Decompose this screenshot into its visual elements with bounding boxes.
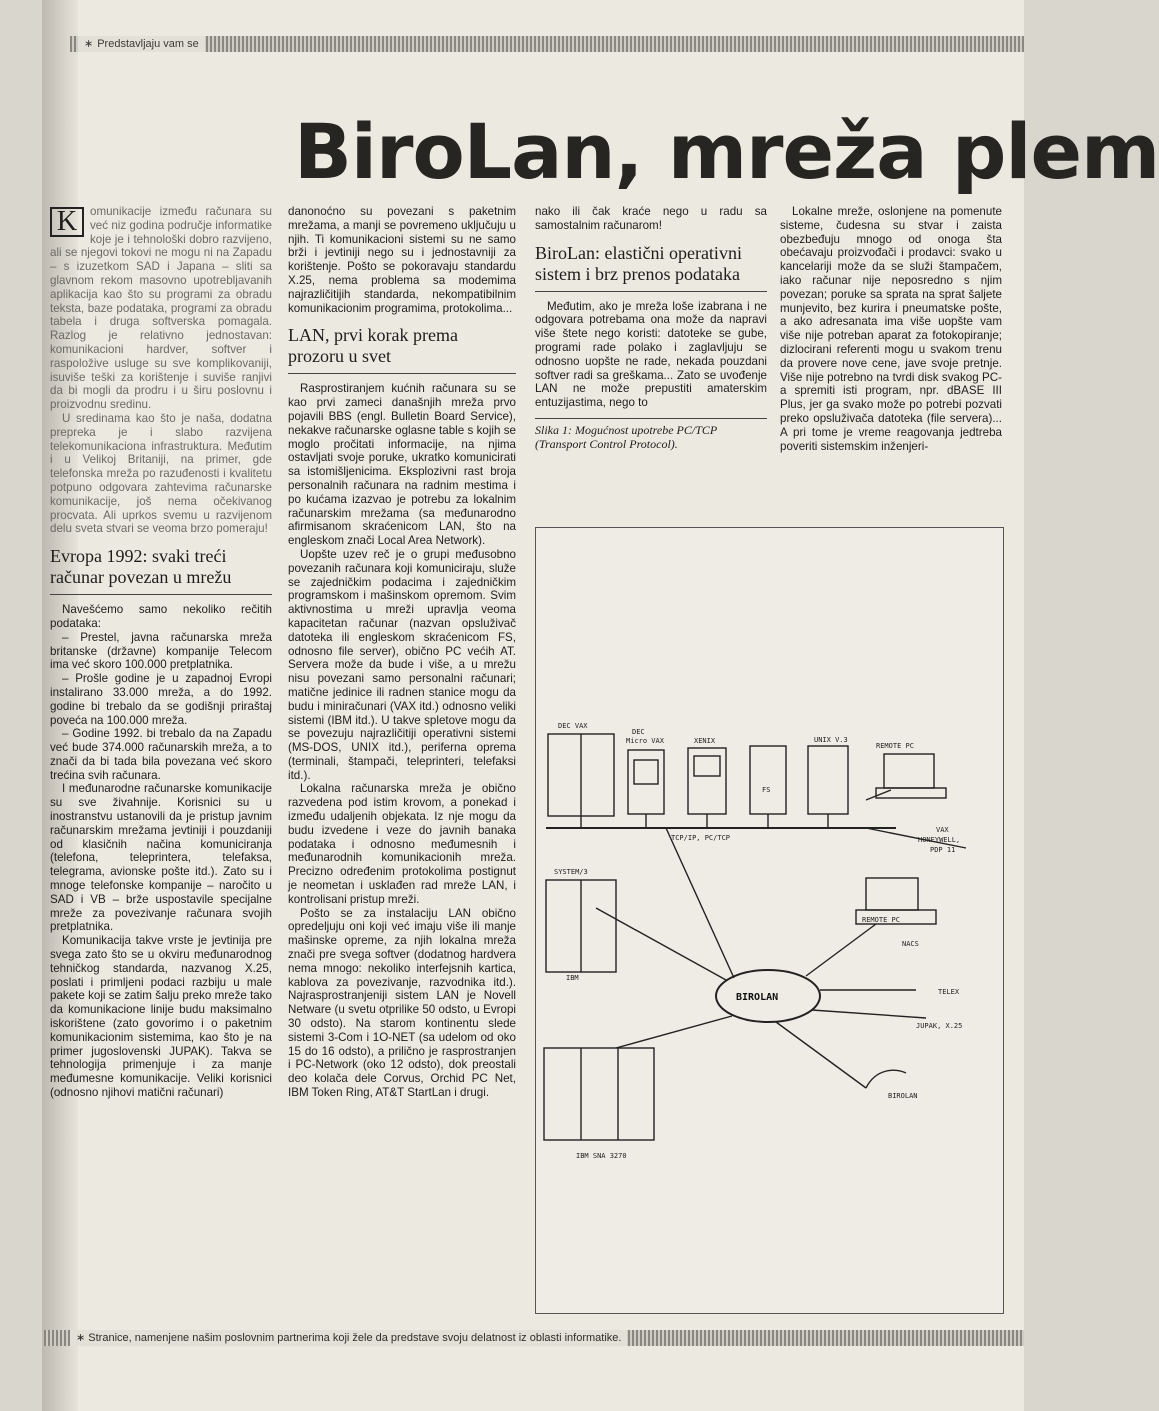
link-ibm-sna xyxy=(616,1016,732,1048)
label-ibm: IBM xyxy=(566,974,579,982)
label-dec: DEC xyxy=(632,728,645,736)
dec-microvax-panel xyxy=(634,760,658,784)
header-bar xyxy=(70,36,1024,52)
xenix-panel xyxy=(694,756,720,776)
paragraph: Uopšte uzev reč je o grupi međusobno povezanih računara koji komuniciraju, služe se zajedničkim podacima i zajedničkim programskom i mašinskom opremom. Svim aktivnostima u mreži upravlja veoma kapacitetan računar (nazvan opsluživač datoteka ili engleskom skraćenicom FS, odnosno file server), obično PC većih AT. Servera može da bude i više, a u mrežu nisu povezani samo personalni računari; matične jedinice ili radnen stanice mogu da budu i miniračunari (VAX itd.) odnosno veliki sistemi (IBM itd.). U takve spletove mogu da se povezuju najrazličitiji operativni sistemi (MS-DOS, UNIX itd.), periferna oprema (terminali, štampači, teleprinteri, telefaksi itd.). xyxy=(288,547,516,782)
footer-star: ∗ xyxy=(76,1332,86,1344)
column-3 xyxy=(535,205,767,505)
paragraph: Lokalne mreže, oslonjene na pomenute sisteme, čudesna su stvar i zaista obezbeđuju mnogo od onoga šta obećavaju proizvođači i prodavci: svako u kancelariji može da se služi štampačem, iako računar nije neposredno s njim povezan; poruke sa sprata na sprat šaljete munjevito, bez kurira i pneumatske pošte, a ako adresanata ima više uopšte vam više nije potreban aparat za fotokopiranje; dizlocirani referenti mogu u svakom trenu da provere nove cene, jave svoje pretnje. Više nije potrebno na tvrdi disk svakog PC-a spremiti isti program, npr. dBASE III Plus, jer ga svako može po potrebi pozvati preko opsluživača datoteka (file servera)... A pri tome je vreme reagovanja jedtreba poveriti sistemskim inženjeri- xyxy=(780,205,1002,453)
header-star: ∗ xyxy=(84,38,94,50)
label-fs: FS xyxy=(762,786,771,794)
label-honeywell: HONEYWELL, xyxy=(918,836,961,844)
article-headline: BiroLan, mreža plem xyxy=(294,107,1159,196)
network-diagram-svg xyxy=(536,528,1003,1313)
link-remote-pc xyxy=(806,924,876,976)
list-item: – Prestel, javna računarska mreža britanske (državne) kompanije Telecom ima već skoro 100.000 pretplatnika. xyxy=(50,630,272,672)
unix-unit xyxy=(808,746,848,814)
label-remote-pc-bottom: REMOTE PC xyxy=(862,916,900,924)
file-server-unit xyxy=(750,746,786,814)
subheading-birolan: BiroLan: elastični operativni sistem i brz prenos podataka xyxy=(535,243,767,292)
figure-caption: Slika 1: Mogućnost upotrebe PC/TCP (Transport Control Protocol). xyxy=(535,418,767,451)
label-tcp: TCP/IP, PC/TCP xyxy=(671,834,731,842)
paragraph: Međutim, ako je mreža loše izabrana i ne odgovara potrebama ona može da napravi više štete nego koristi: datoteke se gube, programi rade polako i zaglavljuju se odnosno uopšte ne rade, nekada pouzdani softver radi sa greškama... Zato se uvođenje LAN ne može prepustiti amaterskim entuzijastima, nego to xyxy=(535,299,767,410)
label-birolan-small: BIROLAN xyxy=(888,1092,918,1100)
paragraph: Lokalna računarska mreža je obično razvedena pod istim krovom, a ponekad i između udaljenih objekata. Iz nje mogu da budu izvedene i veze do javnih banaka podataka i odnosno međumesnih i međunarodnih komunikacionih mreža. Precizno određenim protokolima postignut je neometan i usklađen rad mreže LAN, i kontrolisani pristup mreži. xyxy=(288,782,516,906)
list-item: – Prošle godine je u zapadnoj Evropi instalirano 33.000 mreža, a do 1992. godine bi trebalo da se godišnji priraštaj poveća na 100.000 mreža. xyxy=(50,672,272,727)
remote-pc-top-monitor xyxy=(884,754,934,788)
drop-cap: K xyxy=(50,207,84,237)
label-dec-vax: DEC VAX xyxy=(558,722,588,730)
paragraph: I međunarodne računarske komunikacije su sve živahnije. Korisnici su u inostranstvu ustanovili da je pristup javnim računarskim mrežama jevtiniji i pouzdaniji od klasičnih načina komuniciranja (telefona, teleprintera, telefaksa, telegrama, avionske pošte itd.). Zato su i mnoge telefonske kompanije – naročito u SAD i VB – brže uspostavile specijalne mreže za povezivanje računara svojih pretplatnika. xyxy=(50,782,272,934)
list-item: – Godine 1992. bi trebalo da na Zapadu već bude 374.000 računarskih mreža, a to znači da bi tada bila povezana već skoro trećina svih računara. xyxy=(50,727,272,782)
column-1 xyxy=(50,205,272,1320)
paragraph: danonoćno su povezani s paketnim mrežama, a manji se povremeno uključuju u njih. Ti komunikacioni sistemi su ne samo brži i jevtiniji nego su i jednostavniji za korištenje. Pošto se pokoravaju standardu X.25, nema problema sa modemima najrazličitijih standarda, nekompatibilnim komunikacionim programima, protokolima... xyxy=(288,205,516,315)
paragraph: Navešćemo samo nekoliko rečitih podataka: xyxy=(50,603,272,630)
paragraph: Pošto se za instalaciju LAN obično opredeljuju oni koji već imaju više ili manje mašinske opreme, za njih lokalna mreža znači pre svega softver (dodatnog hardvera nema mnogo: nekoliko interfejsnih kartica, kablova za povezivanje, razvodnika itd.). Najrasprostranjeniji sistem LAN je Novell Netware (u svetu otprilike 50 odsto, u Evropi 30 odsto). Na starom kontinentu slede sistemi 3-Com i 1O-NET (sa udelom od oko 15 do 16 odsto), a prilično je rasprostranjen i PC-Network (oko 12 odsto), dok preostali deo kolača dele Corvus, Orchid PC Net, IBM Token Ring, AT&T StartLan i drugi. xyxy=(288,906,516,1100)
footer-text: Stranice, namenjene našim poslovnim partnerima koji žele da predstave svoju delatnost iz oblasti informatike. xyxy=(88,1332,622,1344)
ibm-sna-cabinets xyxy=(544,1048,654,1140)
label-pdp: PDP 11 xyxy=(930,846,956,854)
label-birolan-hub: BIROLAN xyxy=(736,992,779,1003)
link-birolan xyxy=(776,1022,866,1088)
label-microvax: Micro VAX xyxy=(626,737,664,745)
link-jupak xyxy=(812,1010,926,1018)
birolan-arc xyxy=(866,1070,906,1088)
column-2 xyxy=(288,205,516,1315)
label-ibm-sna: IBM SNA 3270 xyxy=(576,1152,627,1160)
label-system3: SYSTEM/3 xyxy=(554,868,588,876)
label-vax: VAX xyxy=(936,826,949,834)
label-jupak: JUPAK, X.25 xyxy=(916,1022,963,1030)
label-xenix: XENIX xyxy=(694,737,716,745)
link-bus xyxy=(666,828,734,978)
paragraph: nako ili čak kraće nego u radu sa samostalnim računarom! xyxy=(535,205,767,232)
paragraph: Rasprostiranjem kućnih računara su se kao prvi zameci današnjih mreža prvo pojavili BBS (engl. Bulletin Board Service), nekakve računarske oglasne table s kojih se moglo pročitati informacije, na njima ostavljati svoje poruke, ukratko komunicirati sa istomišljenicima. Eksplozivni rast broja personalnih računara na radnim mestima i po kućama izazvao je potrebu za lokalnim računarskim mrežama (sa međunarodno afirmisanom skraćenicom LAN, što na engleskom znači Local Area Network). xyxy=(288,382,516,548)
label-remote-pc-top: REMOTE PC xyxy=(876,742,914,750)
subheading-evropa: Evropa 1992: svaki treći računar povezan u mrežu xyxy=(50,546,272,595)
label-telex: TELEX xyxy=(938,988,960,996)
network-diagram xyxy=(535,527,1004,1314)
paragraph: U sredinama kao što je naša, dodatna prepreka je i slabo razvijena telekomunikaciona infrastruktura. Međutim i u Velikoj Britaniji, na primer, gde telefonska mreža po razuđenosti i kvalitetu potpuno odgovara zahtevima računarske komunikacije, još nema očekivanog procvata. Ali uprkos svemu u razvijenom delu sveta stvari se veoma brzo pomeraju! xyxy=(50,411,272,536)
column-4 xyxy=(780,205,1002,515)
label-unix: UNIX V.3 xyxy=(814,736,848,744)
footer-note xyxy=(70,1330,627,1346)
section-header xyxy=(78,36,205,52)
paragraph: Komunikacija takve vrste je jevtinija pre svega zato što se u okviru međunarodnog tehničkog standarda, nazvanog X.25, poslati i primljeni podaci razbiju u male pakete koji se zatim šalju preko mreže tako da komunikacione linije budu maksimalno iskorištene (zato govorimo i o paketnim komunikacionim sistemima, kao što je na primer jugoslovenski JUPAK). Takva se tehnologija primenjuje i za manje međumesne komunikacije. Veliki korisnici (odnosno njihovi matični računari) xyxy=(50,934,272,1100)
remote-pc-top-keyboard xyxy=(876,788,946,798)
section-title: Predstavljaju vam se xyxy=(97,38,199,50)
intro-paragraph: omunikacije između računara su već niz godina područje informatike koje je i tehnološki dobro razvijeno, ali se njegovi tokovi ne mogu ni na Zapadu – s izuzetkom SAD i Japana – sliti sa glavnom rekom masovno upotrebljavanih aplikacija kao što su programi za obradu teksta, baze podataka, programi za obradu tabela i druga softverska pomagala. Razlog je relativno jednostavan: komunikacioni hardver, softver i raspoložive usluge su sve komplikovaniji, isuviše teški za korištenje i suviše ranjivi da bi mogli da prodru i u širu poslovnu i proizvodnu sredinu. xyxy=(50,205,272,412)
subheading-lan: LAN, prvi korak prema prozoru u svet xyxy=(288,325,516,374)
remote-pc-bottom-monitor xyxy=(866,878,918,910)
label-nacs: NACS xyxy=(902,940,919,948)
